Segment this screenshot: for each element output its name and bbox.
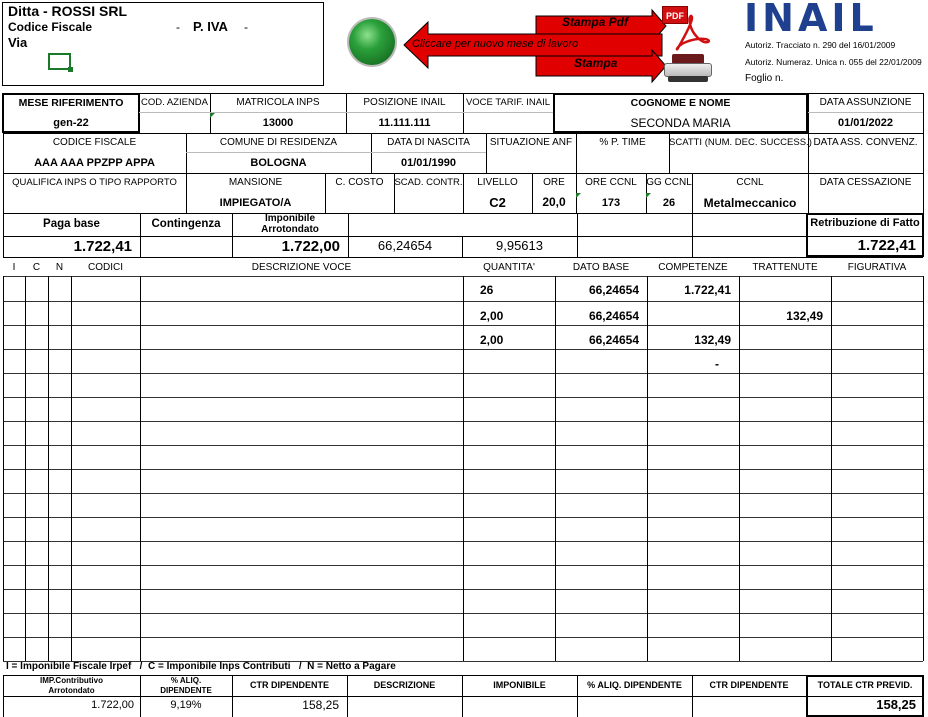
retribuzione-value[interactable]: 1.722,41 <box>857 237 916 254</box>
base-cell[interactable]: 66,24654 <box>588 283 639 297</box>
pdf-icon[interactable] <box>662 6 714 52</box>
oreccnl-value[interactable]: 173 <box>601 197 621 209</box>
posizione-value[interactable]: 11.111.111 <box>378 117 431 129</box>
piva-label: P. IVA <box>193 19 228 34</box>
qty-cell[interactable]: 26 <box>480 283 494 297</box>
cessazione-label: DATA CESSAZIONE <box>819 177 912 188</box>
table-row[interactable] <box>3 277 923 301</box>
totale-value[interactable]: 158,25 <box>876 697 916 712</box>
col-header-n: N <box>55 262 64 273</box>
pdf-badge: PDF <box>662 6 688 24</box>
printer-icon[interactable] <box>664 54 712 84</box>
contingenza-label: Contingenza <box>151 218 221 230</box>
tratt-cell[interactable]: 132,49 <box>786 309 823 323</box>
livello-label: LIVELLO <box>477 177 518 188</box>
base-cell[interactable]: 66,24654 <box>588 333 639 347</box>
col-header-figurativa: FIGURATIVA <box>847 262 907 273</box>
ctr-value[interactable]: 158,25 <box>302 698 339 712</box>
base-cell[interactable]: 66,24654 <box>588 309 639 323</box>
ctr2-label: CTR DIPENDENTE <box>709 680 789 690</box>
table-row[interactable] <box>3 349 923 373</box>
anf-label: SITUAZIONE ANF <box>489 137 573 148</box>
ptime-label: % P. TIME <box>599 137 646 148</box>
cf-dash: - <box>176 20 180 34</box>
nascita-value[interactable]: 01/01/1990 <box>400 157 457 169</box>
scad-label: SCAD. CONTR. <box>394 177 463 188</box>
col-header-dato-base: DATO BASE <box>572 262 630 273</box>
matricola-value[interactable]: 13000 <box>262 117 294 129</box>
ccnl-value[interactable]: Metalmeccanico <box>703 196 797 210</box>
matricola-label: MATRICOLA INPS <box>236 97 320 108</box>
assunzione-label: DATA ASSUNZIONE <box>819 97 912 108</box>
coef-2[interactable]: 9,95613 <box>496 238 543 253</box>
stampa-link[interactable]: Stampa <box>574 56 618 70</box>
cod-azienda-label: COD. AZIENDA <box>140 97 209 108</box>
imp-contr-label-2: Arrotondato <box>48 686 95 695</box>
scatti-label: SCATTI (NUM. DEC. SUCCESS.) <box>669 137 812 148</box>
nome-value[interactable]: SECONDA MARIA <box>630 116 731 130</box>
codice-fiscale-label: Codice Fiscale <box>8 20 93 34</box>
via-label: Via <box>8 35 28 50</box>
col-header-c: C <box>32 262 41 273</box>
assunzione-value[interactable]: 01/01/2022 <box>837 117 894 129</box>
ctr-label: CTR DIPENDENTE <box>249 680 329 690</box>
comp-cell[interactable]: 132,49 <box>694 333 731 347</box>
oreccnl-label: ORE CCNL <box>585 177 637 188</box>
legend-text: I = Imponibile Fiscale Irpef / C = Imponibile Inps Contributi / N = Netto a Pagare <box>6 661 396 672</box>
table-row[interactable] <box>3 301 923 325</box>
qualifica-label: QUALIFICA INPS O TIPO RAPPORTO <box>12 177 177 188</box>
comune-label: COMUNE DI RESIDENZA <box>219 137 338 148</box>
acrobat-icon <box>672 14 712 54</box>
inail-logo: INAIL <box>744 0 878 40</box>
imponibile-footer-label: IMPONIBILE <box>493 680 546 690</box>
qty-cell[interactable]: 2,00 <box>480 333 504 347</box>
paga-value[interactable]: 1.722,41 <box>73 238 132 255</box>
posizione-label: POSIZIONE INAIL <box>363 97 446 108</box>
stampa-pdf-link[interactable]: Stampa Pdf <box>562 15 629 29</box>
ccnl-label: CCNL <box>736 177 764 188</box>
totale-label: TOTALE CTR PREVID. <box>817 680 913 690</box>
comp-cell[interactable]: - <box>715 357 719 371</box>
col-header-codici: CODICI <box>88 262 123 273</box>
mese-value[interactable]: gen-22 <box>53 117 89 129</box>
ore-label: ORE <box>543 177 565 188</box>
new-month-button[interactable] <box>349 19 395 65</box>
imp-contr-value[interactable]: 1.722,00 <box>91 699 134 711</box>
imponibile-label-1: Imponibile <box>265 213 315 224</box>
ggccnl-label: GG CCNL <box>646 177 692 188</box>
ore-value[interactable]: 20,0 <box>542 195 566 209</box>
aliq-label-2: DIPENDENTE <box>160 686 212 695</box>
imp-contr-label-1: IMP.Contributivo <box>40 676 103 685</box>
company-name: Ditta - ROSSI SRL <box>8 3 128 19</box>
cf-value[interactable]: AAA AAA PPZPP APPA <box>34 157 155 169</box>
ass-conv-label: DATA ASS. CONVENZ. <box>813 137 918 148</box>
aliq-value[interactable]: 9,19% <box>170 699 202 711</box>
descrizione-label: DESCRIZIONE <box>373 680 436 690</box>
inail-numeraz: Autoriz. Numeraz. Unica n. 055 del 22/01/2009 <box>745 57 922 67</box>
paga-label: Paga base <box>43 218 100 230</box>
piva-dash: - <box>244 20 248 34</box>
voce-tarif-label: VOCE TARIF. INAIL <box>465 97 551 108</box>
aliq-label-1: % ALIQ. <box>170 676 202 685</box>
mese-label: MESE RIFERIMENTO <box>18 97 124 109</box>
mansione-label: MANSIONE <box>228 177 283 188</box>
col-header-descrizione: DESCRIZIONE VOCE <box>251 262 352 273</box>
qty-cell[interactable]: 2,00 <box>480 309 504 323</box>
nascita-label: DATA DI NASCITA <box>387 137 470 148</box>
col-header-quantita: QUANTITA' <box>483 262 535 273</box>
mansione-value[interactable]: IMPIEGATO/A <box>219 197 292 209</box>
aliq2-label: % ALIQ. DIPENDENTE <box>587 680 682 690</box>
imponibile-value[interactable]: 1.722,00 <box>281 238 340 255</box>
cf-label: CODICE FISCALE <box>52 137 137 148</box>
nome-label: COGNOME E NOME <box>630 97 731 109</box>
table-row[interactable] <box>3 325 923 349</box>
comune-value[interactable]: BOLOGNA <box>250 157 307 169</box>
col-header-i: I <box>12 262 16 273</box>
costo-label: C. COSTO <box>335 177 384 188</box>
ggccnl-value[interactable]: 26 <box>662 197 676 209</box>
foglio-label: Foglio n. <box>745 73 784 84</box>
livello-value[interactable]: C2 <box>489 195 506 210</box>
inail-tracciato: Autoriz. Tracciato n. 290 del 16/01/2009 <box>745 40 896 50</box>
selected-cell-handle <box>68 67 73 72</box>
comp-cell[interactable]: 1.722,41 <box>684 283 731 297</box>
coef-1[interactable]: 66,24654 <box>377 238 433 253</box>
nuovo-mese-link[interactable]: Cliccare per nuovo mese di lavoro <box>412 38 579 50</box>
col-header-competenze: COMPETENZE <box>658 262 728 273</box>
retribuzione-label: Retribuzione di Fatto <box>810 217 920 229</box>
imponibile-label-2: Arrotondato <box>261 224 319 235</box>
col-header-trattenute: TRATTENUTE <box>752 262 818 273</box>
